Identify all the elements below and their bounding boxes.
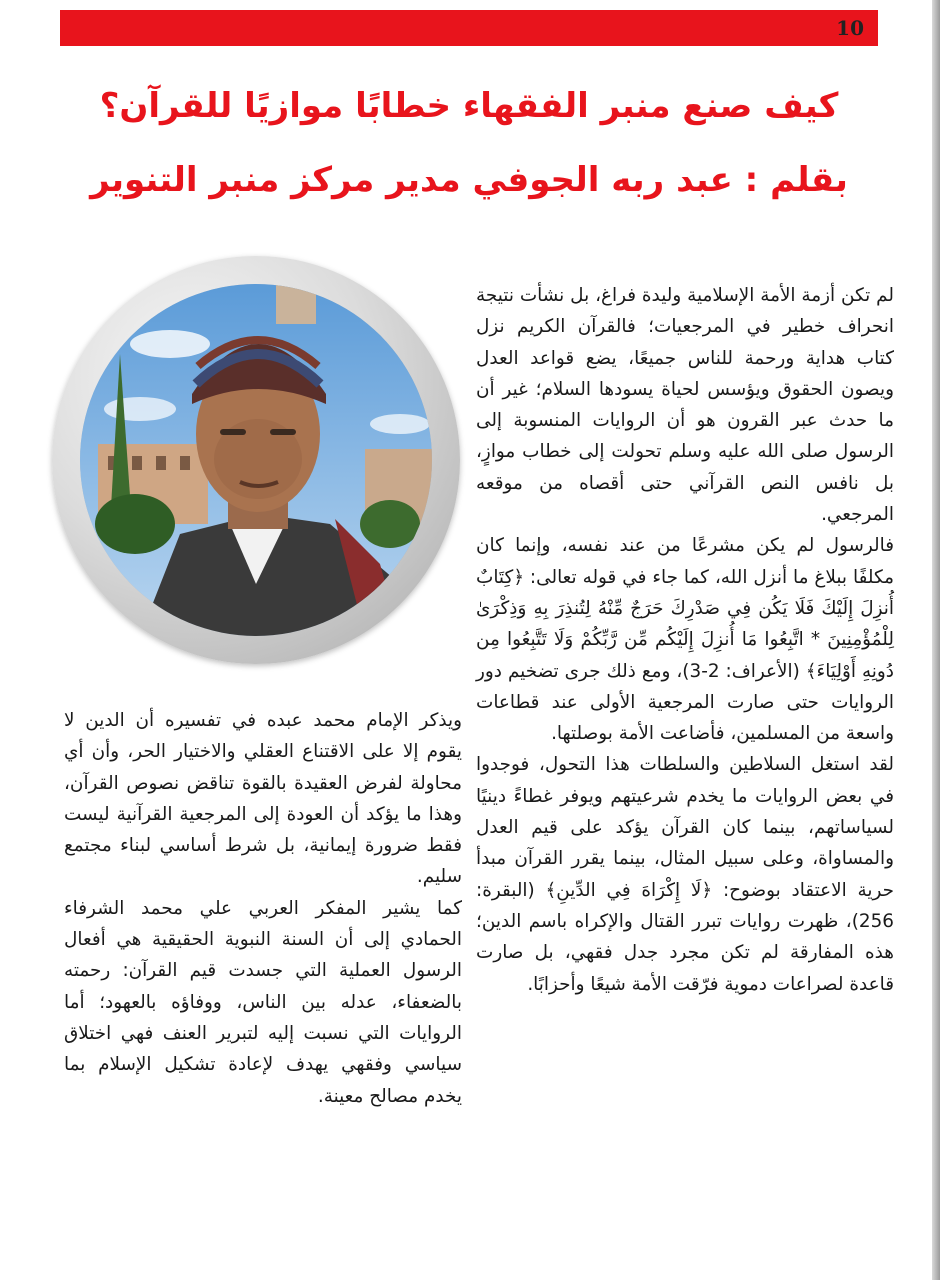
article-right-column — [476, 280, 894, 1000]
paragraph: لقد استغل السلاطين والسلطات هذا التحول، فوجدوا في بعض الروايات ما يخدم شرعيتهم ويوفر غطاءً دينيًا لسياساتهم، بينما كان القرآن يؤكد على قيم العدل والمساواة، وعلى سبيل المثال، بينما يقرر القرآن مبدأ حرية الاعتقاد بوضوح: ﴿لَا إِكْرَاهَ فِي الدِّينِ﴾ (البقرة: 256)، ظهرت روايات تبرر القتال والإكراه باسم الدين؛ هذه المفارقة لم تكن مجرد جدل فقهي، بل صارت قاعدة لصراعات دموية فرّقت الأمة شيعًا وأحزابًا. — [476, 754, 894, 995]
author-portrait-frame — [52, 256, 460, 664]
paragraph: لم تكن أزمة الأمة الإسلامية وليدة فراغ، بل نشأت نتيجة انحراف خطير في المرجعيات؛ فالقرآن الكريم نزل كتاب هداية ورحمة للناس جميعًا، يضع قواعد العدل ويصون الحقوق ويؤسس لحياة يسودها السلام؛ غير أن ما حدث عبر القرون هو أن الروايات المنسوبة إلى الرسول صلى الله عليه وسلم تحولت إلى خطاب موازٍ، بل نافس النص القرآني حتى أقصاه من موقعه المرجعي. — [476, 285, 894, 526]
page-edge-shadow — [932, 0, 940, 1280]
header-bar — [60, 10, 878, 46]
author-photo — [80, 284, 432, 636]
paragraph: ويذكر الإمام محمد عبده في تفسيره أن الدين لا يقوم إلا على الاقتناع العقلي والاختيار الحر، وأن أي محاولة لفرض العقيدة بالقوة تناقض نصوص القرآن، وهذا ما يؤكد أن العودة إلى المرجعية القرآنية ليست فقط ضرورة إيمانية، بل شرط أساسي لبناء مجتمع سليم. — [64, 710, 462, 888]
paragraph: كما يشير المفكر العربي علي محمد الشرفاء الحمادي إلى أن السنة النبوية الحقيقية هي أفعال الرسول العملية التي جسدت قيم القرآن: رحمته بالضعفاء، عدله بين الناس، ووفاؤه بالعهود؛ أما الروايات التي نسبت إليه لتبرير العنف فهي اختلاق سياسي وفقهي يهدف لإعادة تشكيل الإسلام بما يخدم مصالح معينة. — [64, 897, 462, 1107]
article-byline: بقلم : عبد ربه الجوفي مدير مركز منبر التنوير — [90, 160, 848, 200]
article-title: كيف صنع منبر الفقهاء خطابًا موازيًا للقرآن؟ — [99, 86, 839, 126]
article-left-column — [64, 705, 462, 1112]
paragraph: فالرسول لم يكن مشرعًا من عند نفسه، وإنما كان مكلفًا ببلاغ ما أنزل الله، كما جاء في قوله تعالى: ﴿كِتَابٌ أُنزِلَ إِلَيْكَ فَلَا يَكُن فِي صَدْرِكَ حَرَجٌ مِّنْهُ لِتُنذِرَ بِهِ وَذِكْرَىٰ لِلْمُؤْمِنِينَ * اتَّبِعُوا مَا أُنزِلَ إِلَيْكُم مِّن رَّبِّكُمْ وَلَا تَتَّبِعُوا مِن دُونِهِ أَوْلِيَاءَ﴾ (الأعراف: 2-3)، ومع ذلك جرى تضخيم دور الروايات حتى صارت المرجعية الأولى عند قطاعات واسعة من المسلمين، فأضاعت الأمة بوصلتها. — [476, 535, 894, 745]
page-number: 10 — [836, 16, 864, 40]
